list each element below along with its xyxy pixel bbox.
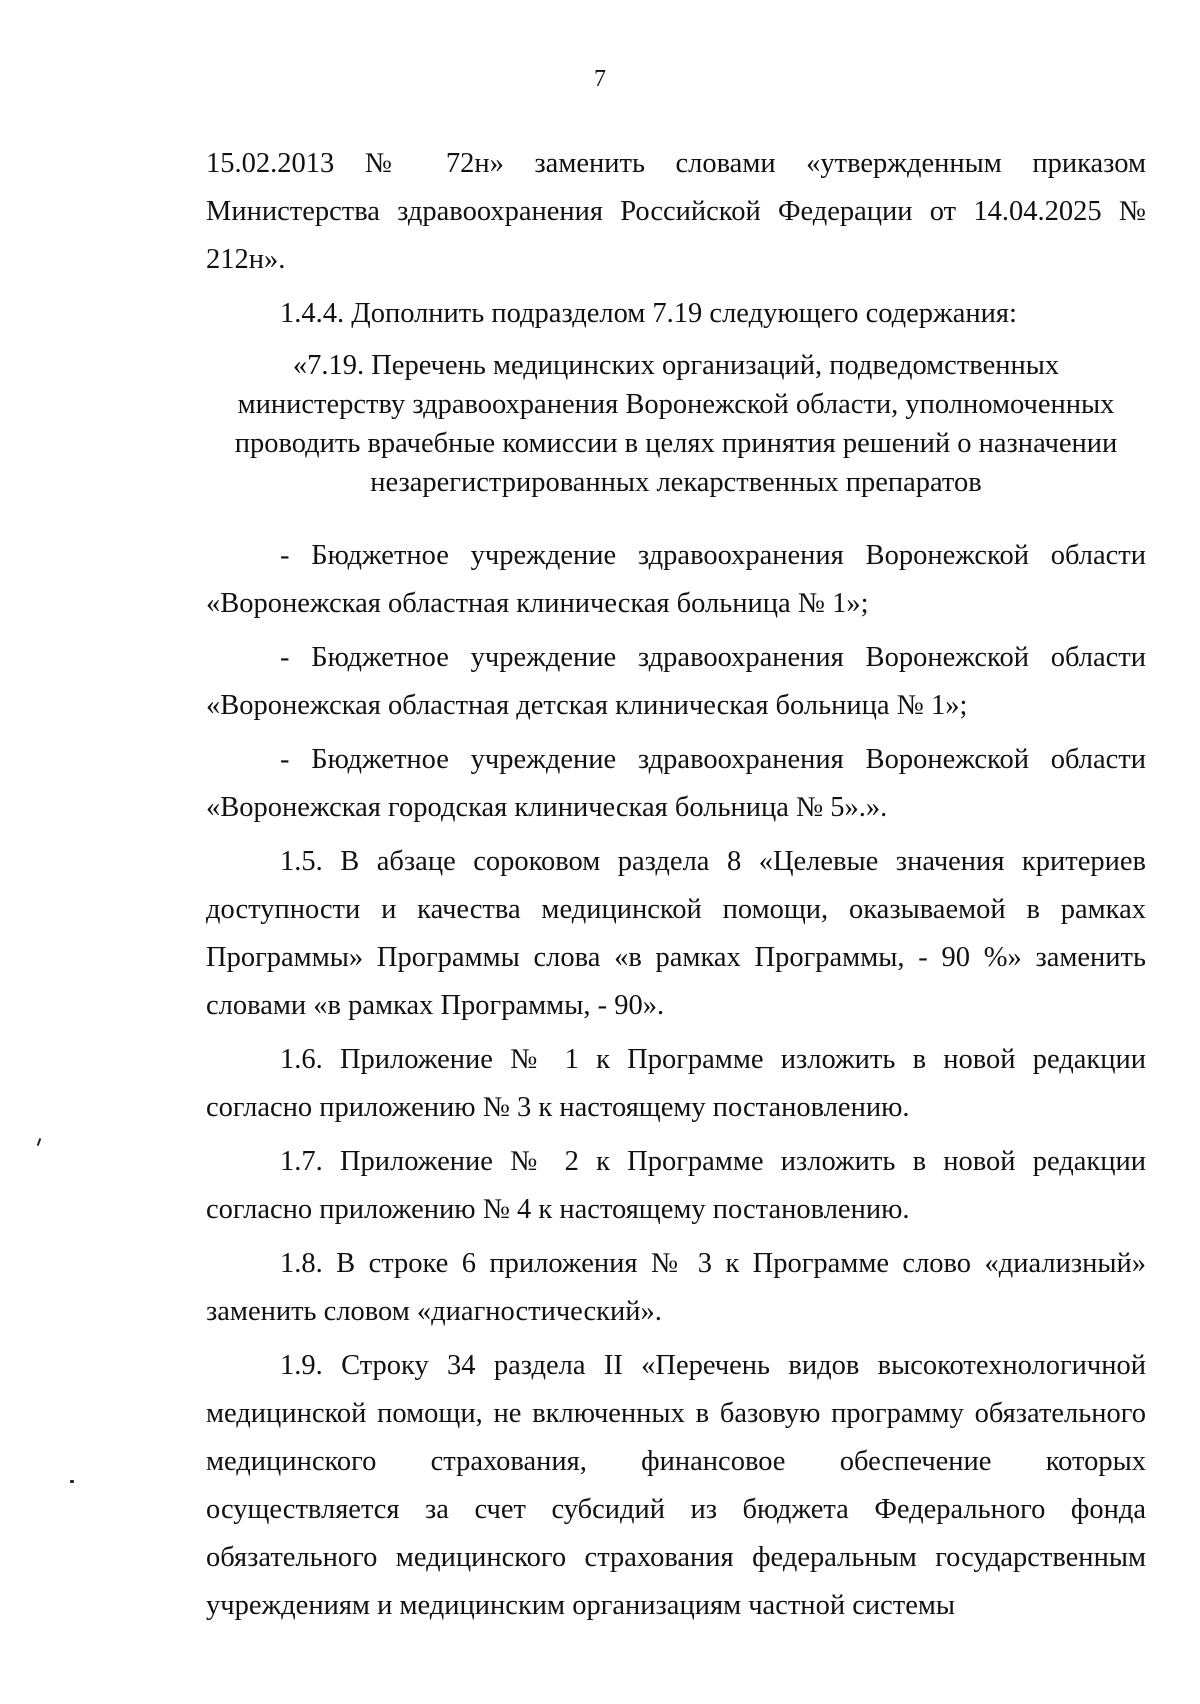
list-item: - Бюджетное учреждение здравоохранения Воронежской области «Воронежская областная детская клиническая больница № 1»;	[206, 642, 1146, 721]
paragraph-1-5: 1.5. В абзаце сороковом раздела 8 «Целевые значения критериев доступности и качества медицинской помощи, оказываемой в рамках Программы» Программы слова «в рамках Программы, - 90 %» заменить словами «в рамках Программы, - 90».	[206, 846, 1146, 1021]
subsection-heading-7-19	[206, 346, 1146, 502]
heading-line: проводить врачебные комиссии в целях принятия решений о назначении	[234, 428, 1118, 459]
paragraph-1-7: 1.7. Приложение № 2 к Программе изложить в новой редакции согласно приложению № 4 к настоящему постановлению.	[206, 1146, 1146, 1225]
paragraph-1-4-4: 1.4.4. Дополнить подразделом 7.19 следующего содержания:	[280, 298, 1017, 329]
heading-line: незарегистрированных лекарственных препаратов	[370, 467, 982, 498]
paragraph-1-8: 1.8. В строке 6 приложения № 3 к Программе слово «диализный» заменить словом «диагностический».	[206, 1248, 1146, 1327]
scan-mark	[70, 1480, 74, 1483]
document-body	[206, 140, 1146, 1630]
page-number: 7	[594, 66, 606, 92]
list-item: - Бюджетное учреждение здравоохранения Воронежской области «Воронежская городская клиническая больница № 5».».	[206, 744, 1146, 823]
paragraph-1-9: 1.9. Строку 34 раздела II «Перечень видов высокотехнологичной медицинской помощи, не включенных в базовую программу обязательного медицинского страхования, финансовое обеспечение которых осуществляется за счет субсидий из бюджета Федерального фонда обязательного медицинского страхования федеральным государственным учреждениям и медицинским организациям частной системы	[206, 1350, 1146, 1621]
scan-mark	[37, 1138, 42, 1146]
heading-line: «7.19. Перечень медицинских организаций, подведомственных	[292, 350, 1060, 381]
list-item: - Бюджетное учреждение здравоохранения Воронежской области «Воронежская областная клиническая больница № 1»;	[206, 540, 1146, 619]
paragraph-continuation: 15.02.2013 № 72н» заменить словами «утвержденным приказом Министерства здравоохранения Российской Федерации от 14.04.2025 № 212н».	[206, 148, 1146, 275]
paragraph-1-6: 1.6. Приложение № 1 к Программе изложить в новой редакции согласно приложению № 3 к настоящему постановлению.	[206, 1044, 1146, 1123]
heading-line: министерству здравоохранения Воронежской области, уполномоченных	[237, 389, 1115, 420]
